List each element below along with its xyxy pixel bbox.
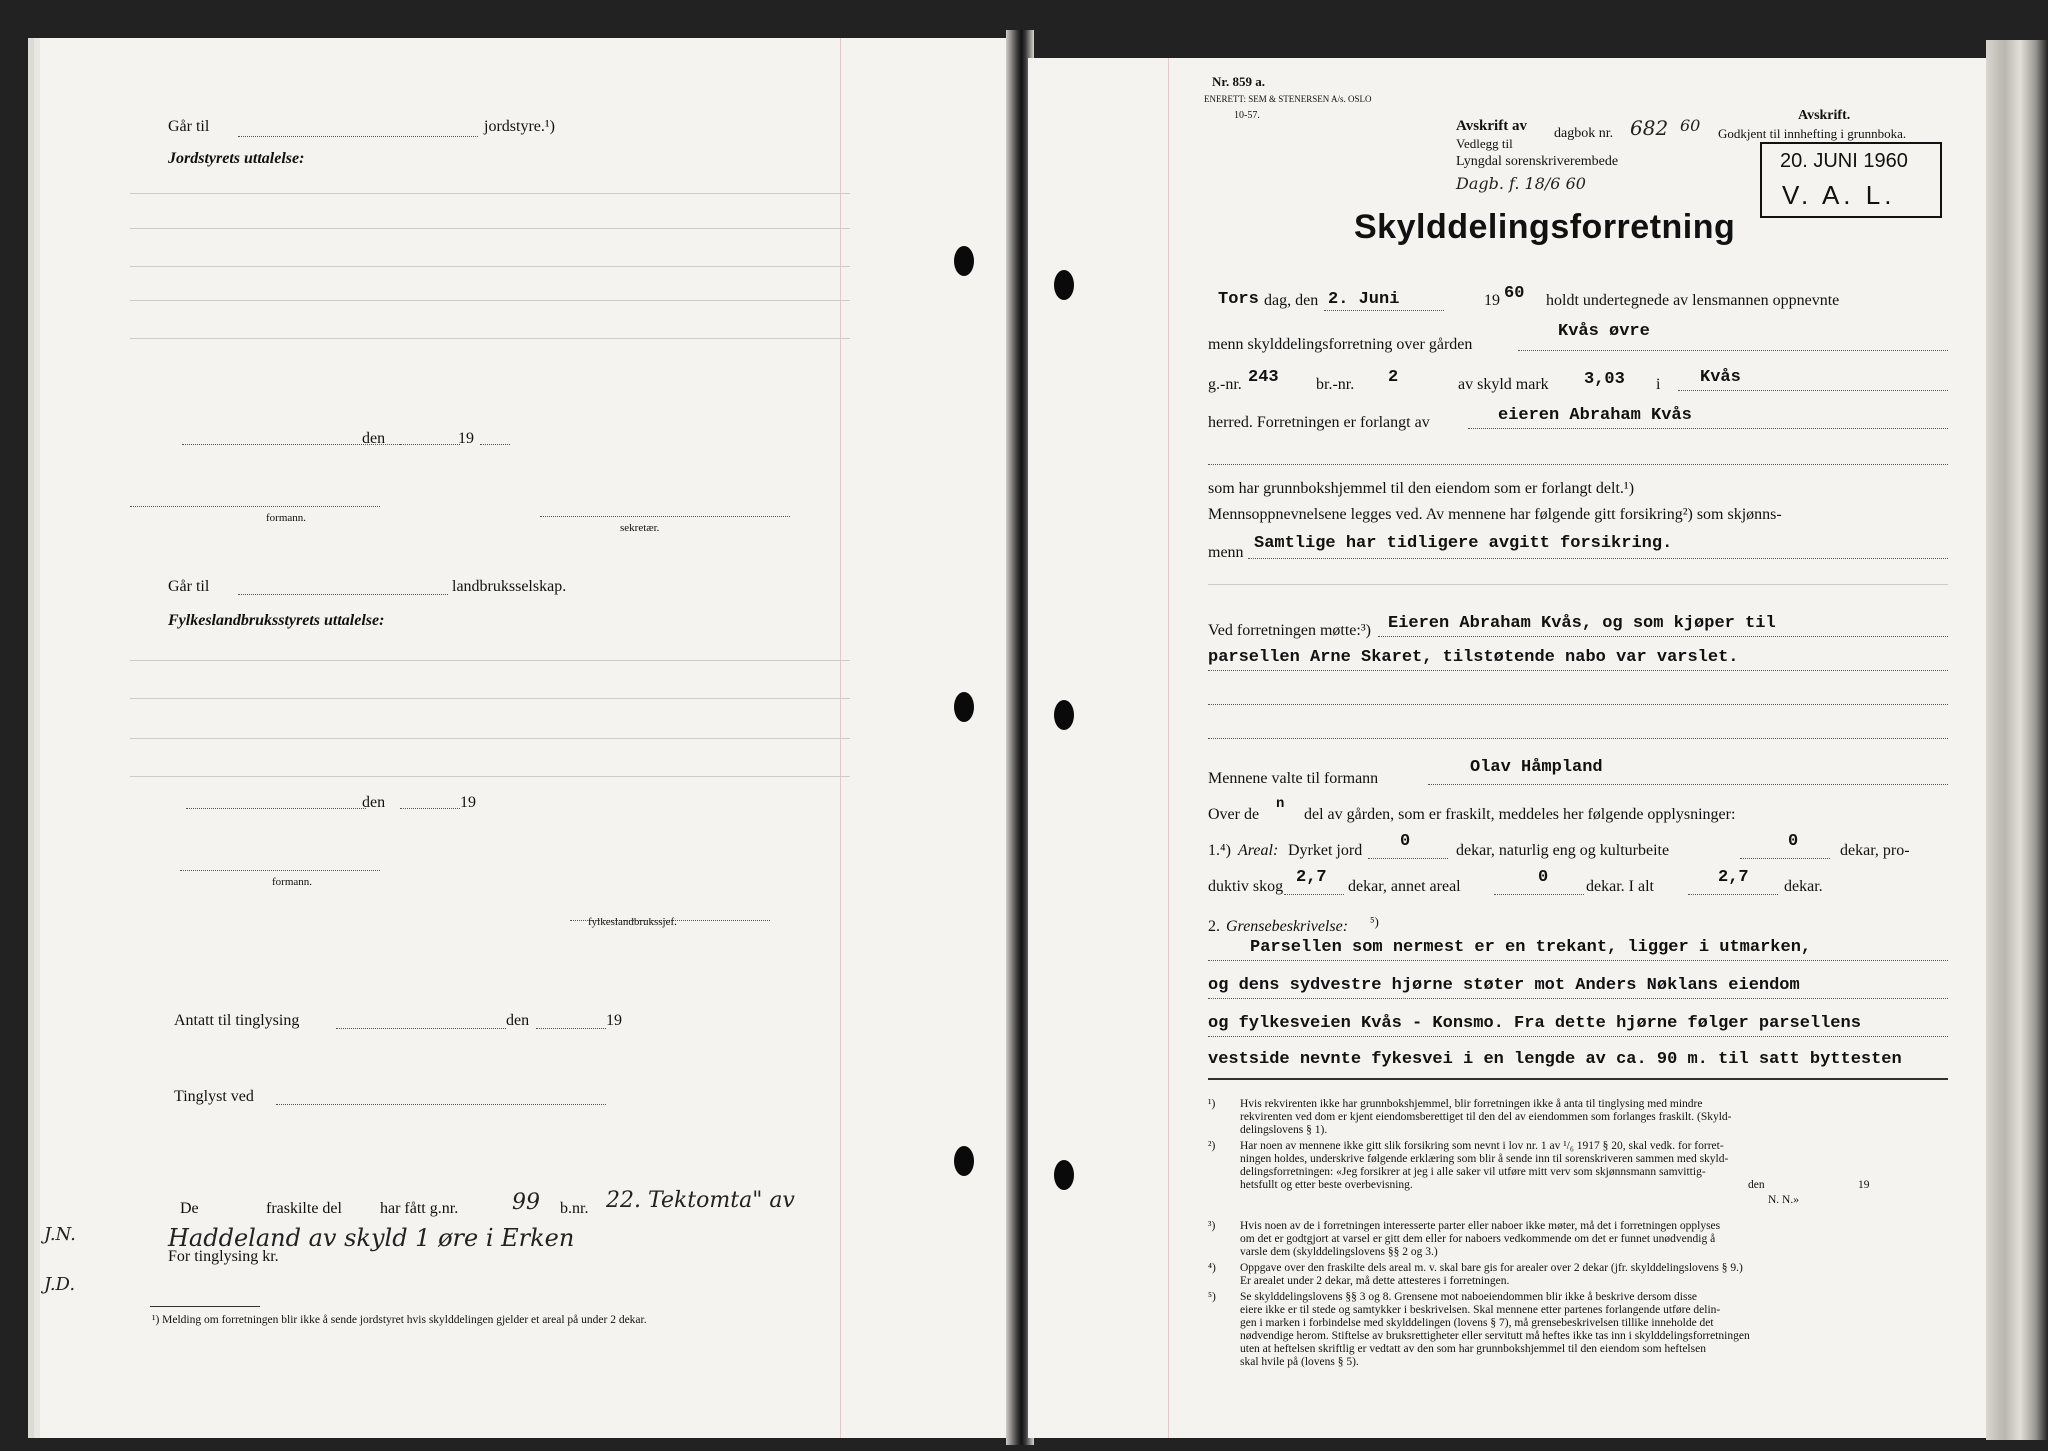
fn5-line-b: eiere ikke er til stede og samtykker i beskrivelsen. Skal mennene etter partenes forlangende utføre delin- bbox=[1240, 1304, 1721, 1316]
fn3-line-b: om det er godtgjort at varsel er gitt dem eller for naboers vedkommende om det er funnet unødvendig å bbox=[1240, 1233, 1716, 1245]
fn1-line-a: Hvis rekvirenten ikke har grunnbokshjemmel, blir forretningen ikke å anta til tinglysing med mindre bbox=[1240, 1098, 1703, 1110]
grense-line-4: vestside nevnte fykesvei i en lengde av ca. 90 m. til satt byttesten bbox=[1208, 1050, 1902, 1069]
day-prefix: Tors bbox=[1218, 290, 1259, 309]
bnr-handwritten: 22. Tektomta" av bbox=[606, 1188, 795, 1213]
date-typed: 2. Juni bbox=[1328, 290, 1400, 309]
requested-by: eieren Abraham Kvås bbox=[1498, 406, 1692, 425]
fn3-number: ³) bbox=[1208, 1220, 1216, 1232]
handwritten-line: Haddeland av skyld 1 øre i Erken bbox=[168, 1224, 575, 1252]
fill-line bbox=[1678, 390, 1948, 391]
document-title: Skylddelingsforretning bbox=[1354, 208, 1736, 246]
fn1-line-b: rekvirenten ved dom er kjent eiendomsberettiget til den del av eiendommen som forlanges fraskilt. (Skyld- bbox=[1240, 1111, 1732, 1123]
fill-line bbox=[1468, 428, 1948, 429]
dekar-naturlig-label: dekar, naturlig eng og kulturbeite bbox=[1456, 842, 1670, 859]
menn-word: menn bbox=[1208, 544, 1244, 561]
fill-line bbox=[1368, 858, 1448, 859]
fn1-line-c: delingslovens § 1). bbox=[1240, 1124, 1328, 1136]
office-name: Lyngdal sorenskriverembede bbox=[1456, 154, 1619, 169]
publisher: ENERETT: SEM & STENERSEN A/s. OSLO bbox=[1204, 94, 1372, 104]
dekar-end-label: dekar. bbox=[1784, 878, 1823, 895]
fill-line bbox=[1378, 636, 1948, 637]
brnr-label: br.-nr. bbox=[1316, 376, 1355, 393]
jordstyrets-uttalelse-label: Jordstyrets uttalelse: bbox=[168, 150, 305, 167]
stamp-initials: V. A. L. bbox=[1782, 180, 1896, 210]
fill-line bbox=[1208, 998, 1948, 999]
fn2-line-c: delingsforretningen: «Jeg forsikrer at jeg i alle saker vil utføre mitt verv som skjønnsmann samvittig- bbox=[1240, 1166, 1706, 1178]
dyrket-value: 0 bbox=[1400, 832, 1411, 851]
dekar-annet-label: dekar, annet areal bbox=[1348, 878, 1461, 895]
grunnbok-text: som har grunnbokshjemmel til den eiendom som er forlangt delt.¹) bbox=[1208, 480, 1635, 497]
fill-line bbox=[400, 444, 460, 445]
form-number: Nr. 859 a. bbox=[1212, 74, 1265, 89]
dagbok-number: 682 bbox=[1630, 116, 1669, 140]
fn5-line-c: gen i marken i forbindelse med skylddelingen (lovens § 7), må grensebeskrivelsen tillike inneholde det bbox=[1240, 1317, 1714, 1329]
ved-forretningen-label: Ved forretningen møtte:³) bbox=[1208, 622, 1371, 639]
dekar-ialt-label: dekar. I alt bbox=[1586, 878, 1654, 895]
fill-line bbox=[1494, 894, 1584, 895]
areal-label: Areal: bbox=[1238, 842, 1279, 859]
fn5-line-d: nødvendige herom. Stiftelse av bruksrettigheter eller servitutt må heftes ikke tas inn i skylddelingsforretningen bbox=[1240, 1330, 1750, 1342]
fill-line bbox=[1740, 858, 1830, 859]
kommune: Kvås bbox=[1700, 368, 1741, 387]
blank-line bbox=[130, 738, 850, 739]
fylkes-uttalelse-label: Fylkeslandbruksstyrets uttalelse: bbox=[168, 612, 385, 629]
binding-hole bbox=[954, 692, 974, 722]
binding-hole bbox=[1054, 1160, 1074, 1190]
formann-label: formann. bbox=[266, 512, 307, 524]
fill-line bbox=[1208, 704, 1948, 705]
farm-name: Kvås øvre bbox=[1558, 322, 1650, 341]
receipt-stamp bbox=[1760, 142, 1942, 218]
landbruksselskap-label: landbruksselskap. bbox=[452, 578, 567, 595]
del-text: del av gården, som er fraskilt, meddeles her følgende opplysninger: bbox=[1304, 806, 1736, 823]
forsikring-typed: Samtlige har tidligere avgitt forsikring. bbox=[1254, 534, 1673, 553]
fill-line bbox=[1428, 784, 1948, 785]
dagb-note: Dagb. f. 18/6 60 bbox=[1456, 174, 1586, 193]
fill-line bbox=[1284, 894, 1344, 895]
signature-line bbox=[180, 870, 380, 871]
motte-typed-1: Eieren Abraham Kvås, og som kjøper til bbox=[1388, 614, 1776, 633]
gnr-label: g.-nr. bbox=[1208, 376, 1242, 393]
stamp-date: 20. JUNI 1960 bbox=[1780, 150, 1908, 172]
blank-line bbox=[130, 660, 850, 661]
duktiv-label: duktiv skog bbox=[1208, 878, 1284, 895]
gnr-value: 243 bbox=[1248, 368, 1279, 387]
gar-til-label-2: Går til bbox=[168, 578, 210, 595]
skyld-label: av skyld mark bbox=[1458, 376, 1549, 393]
grense-line-3: og fylkesveien Kvås - Konsmo. Fra dette hjørne følger parsellens bbox=[1208, 1014, 1861, 1033]
fn2-den: den bbox=[1748, 1179, 1765, 1191]
fill-line bbox=[1688, 894, 1778, 895]
menn-skyld-text: menn skylddelingsforretning over gården bbox=[1208, 336, 1473, 353]
left-page bbox=[40, 38, 1010, 1438]
margin-note: J.N. bbox=[44, 1224, 76, 1245]
year-typed: 60 bbox=[1504, 284, 1525, 303]
n-typed: n bbox=[1276, 796, 1285, 812]
fill-line bbox=[536, 1028, 606, 1029]
signature-line bbox=[130, 506, 380, 507]
herred-text: herred. Forretningen er forlangt av bbox=[1208, 414, 1430, 431]
for-tinglysing-label: For tinglysing kr. bbox=[168, 1248, 279, 1265]
dag-den-label: dag, den bbox=[1264, 292, 1319, 309]
binding-hole bbox=[954, 246, 974, 276]
binding-hole bbox=[1054, 270, 1074, 300]
brnr-value: 2 bbox=[1388, 368, 1399, 387]
skog-value: 2,7 bbox=[1296, 868, 1327, 887]
valgte-text: Mennene valte til formann bbox=[1208, 770, 1379, 787]
vedlegg-til: Vedlegg til bbox=[1456, 136, 1513, 151]
fill-line bbox=[276, 1104, 606, 1105]
bnr-label: b.nr. bbox=[560, 1200, 589, 1217]
har-fatt-label: har fått g.nr. bbox=[380, 1200, 459, 1217]
margin-note: J.D. bbox=[44, 1274, 76, 1295]
i-label: i bbox=[1656, 376, 1661, 393]
kultur-value: 0 bbox=[1788, 832, 1799, 851]
footnote: ¹) Melding om forretningen blir ikke å sende jordstyret hvis skylddelingen gjelder et areal på under 2 dekar. bbox=[152, 1314, 647, 1326]
den-label: den bbox=[362, 430, 386, 447]
blank-line bbox=[130, 193, 850, 194]
blank-line bbox=[130, 698, 850, 699]
fn4-number: ⁴) bbox=[1208, 1262, 1216, 1274]
fill-line bbox=[1208, 464, 1948, 465]
gnr-handwritten: 99 bbox=[512, 1190, 540, 1215]
year-prefix-3: 19 bbox=[606, 1012, 622, 1029]
binding-hole bbox=[954, 1146, 974, 1176]
fn2-19: 19 bbox=[1858, 1179, 1870, 1191]
motte-typed-2: parsellen Arne Skaret, tilstøtende nabo var varslet. bbox=[1208, 648, 1739, 667]
blank-line bbox=[1208, 584, 1948, 585]
blank-line bbox=[130, 266, 850, 267]
book-edge bbox=[1986, 40, 2048, 1440]
year-prefix-2: 19 bbox=[460, 794, 476, 811]
fill-line bbox=[1248, 558, 1948, 559]
fn4-line-b: Er arealet under 2 dekar, må dette attesteres i forretningen. bbox=[1240, 1275, 1510, 1287]
blank-line bbox=[130, 776, 850, 777]
fn5-number: ⁵) bbox=[1208, 1291, 1216, 1303]
de-label: De bbox=[180, 1200, 199, 1217]
over-de-label: Over de bbox=[1208, 806, 1260, 823]
fn3-line-c: varsle dem (skylddelingslovens §§ 2 og 3.) bbox=[1240, 1246, 1438, 1258]
jordstyre-label: jordstyre.¹) bbox=[484, 118, 555, 135]
dekar-pro-label: dekar, pro- bbox=[1840, 842, 1910, 859]
fill-line bbox=[1518, 350, 1948, 351]
signature-line bbox=[540, 516, 790, 517]
grense-label: Grensebeskrivelse: bbox=[1226, 918, 1349, 935]
fn2-line-b: ningen holdes, underskrive følgende erklæring som blir å sende inn til sorenskriveren sammen med skyld- bbox=[1240, 1153, 1729, 1165]
den-label-2: den bbox=[362, 794, 386, 811]
fill-line bbox=[480, 444, 510, 445]
grense-line-2: og dens sydvestre hjørne støter mot Anders Nøklans eiendom bbox=[1208, 976, 1800, 995]
footnote-rule bbox=[150, 1306, 260, 1307]
dyrket-label: Dyrket jord bbox=[1288, 842, 1363, 859]
antatt-label: Antatt til tinglysing bbox=[174, 1012, 300, 1029]
sekretaer-label: sekretær. bbox=[620, 522, 660, 534]
fill-line bbox=[238, 594, 448, 595]
fn5-line-a: Se skylddelingslovens §§ 3 og 8. Grensene mot naboeiendommen blir ikke å beskrive dersom disse bbox=[1240, 1291, 1698, 1303]
dagbok-label: dagbok nr. bbox=[1554, 126, 1614, 141]
holdt-text: holdt undertegnede av lensmannen oppnevnte bbox=[1546, 292, 1840, 309]
den-label-3: den bbox=[506, 1012, 530, 1029]
formann-label-2: formann. bbox=[272, 876, 313, 888]
fill-line bbox=[1208, 960, 1948, 961]
fill-line bbox=[1208, 1036, 1948, 1037]
tinglyst-label: Tinglyst ved bbox=[174, 1088, 254, 1105]
godkjent-text: Godkjent til innhefting i grunnboka. bbox=[1718, 126, 1907, 141]
fill-line bbox=[1324, 310, 1444, 311]
fylkeslandbrukssjef-label: fylkeslandbrukssjef. bbox=[588, 916, 677, 928]
right-page bbox=[1028, 58, 1986, 1438]
fn3-line-a: Hvis noen av de i forretningen interesserte parter eller naboer ikke møter, må det i forretningen opplyses bbox=[1240, 1220, 1721, 1232]
fraskilte-label: fraskilte del bbox=[266, 1200, 342, 1217]
year-prefix: 19 bbox=[458, 430, 474, 447]
fn2-nn: N. N.» bbox=[1768, 1194, 1799, 1206]
fn2-line-a: Har noen av mennene ikke gitt slik forsikring som nevnt i lov nr. 1 av ¹/₆ 1917 § 20, skal vedk. for forret- bbox=[1240, 1140, 1724, 1152]
areal-prefix: 1.⁴) bbox=[1208, 842, 1231, 859]
blank-line bbox=[130, 338, 850, 339]
fill-line bbox=[1208, 738, 1948, 739]
binding-hole bbox=[1054, 700, 1074, 730]
avskrift-av: Avskrift av bbox=[1456, 118, 1527, 134]
fn1-number: ¹) bbox=[1208, 1098, 1216, 1110]
skyld-value: 3,03 bbox=[1584, 370, 1625, 389]
ialt-value: 2,7 bbox=[1718, 868, 1749, 887]
fn4-line-a: Oppgave over den fraskilte dels areal m. v. skal bare gis for arealer over 2 dekar (jfr. skylddelingslovens § 9.) bbox=[1240, 1262, 1743, 1274]
year-prefix: 19 bbox=[1484, 292, 1500, 309]
gar-til-label: Går til bbox=[168, 118, 210, 135]
fill-line bbox=[186, 808, 366, 809]
fn5-line-e: uten at heftelsen skriftlig er vedtatt av den som har grunnbokshjemmel til den eiendom som heftelsen bbox=[1240, 1343, 1706, 1355]
mennsopp-text: Mennsoppnevnelsene legges ved. Av mennene har følgende gitt forsikring²) som skjønns- bbox=[1208, 506, 1782, 523]
margin-rule bbox=[1168, 58, 1169, 1438]
fill-line bbox=[1208, 670, 1948, 671]
fill-line bbox=[336, 1028, 506, 1029]
formann-typed: Olav Håmpland bbox=[1470, 758, 1603, 777]
edition: 10-57. bbox=[1234, 110, 1260, 121]
annet-value: 0 bbox=[1538, 868, 1549, 887]
footnote-rule bbox=[1208, 1078, 1948, 1080]
grense-line-1: Parsellen som nermest er en trekant, ligger i utmarken, bbox=[1250, 938, 1812, 957]
avskrift-heading: Avskrift. bbox=[1798, 108, 1851, 123]
grense-sup: ⁵) bbox=[1370, 914, 1379, 929]
blank-line bbox=[130, 228, 850, 229]
fn2-number: ²) bbox=[1208, 1140, 1216, 1152]
fn2-line-d: hetsfullt og etter beste overbevisning. bbox=[1240, 1179, 1413, 1191]
grense-prefix: 2. bbox=[1208, 918, 1220, 935]
dagbok-year: 60 bbox=[1680, 116, 1701, 135]
fill-line bbox=[238, 136, 478, 137]
blank-line bbox=[130, 300, 850, 301]
fill-line bbox=[400, 808, 460, 809]
fn5-line-f: skal hvile på (lovens § 5). bbox=[1240, 1356, 1359, 1368]
